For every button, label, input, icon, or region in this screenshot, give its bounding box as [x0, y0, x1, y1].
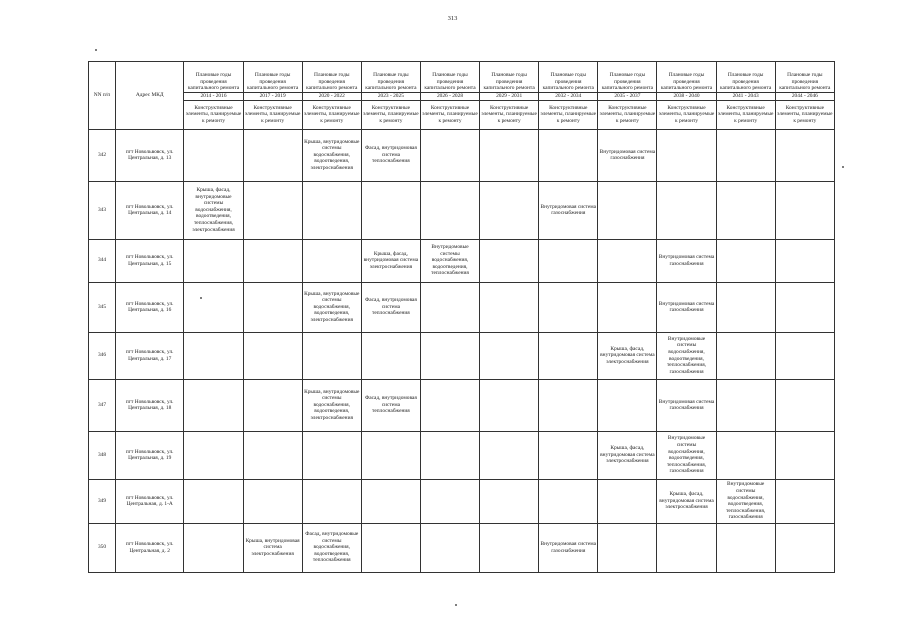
row-address: пгт Новольвовск, ул. Центральная, д. 1-А [115, 479, 183, 523]
table-row [89, 129, 835, 181]
row-address: пгт Новольвовск, ул. Центральная, д. 19 [115, 431, 183, 479]
repair-cell [716, 282, 775, 332]
repair-cell [184, 332, 243, 379]
table-row [89, 379, 835, 431]
repair-cell [420, 431, 479, 479]
row-number: 349 [89, 479, 116, 523]
period-range: 2041 - 2043 [716, 93, 775, 101]
repair-cell: Внутридомовая система газоснабжения [657, 282, 716, 332]
repair-cell [539, 282, 598, 332]
repair-cell [480, 282, 539, 332]
page-number: 313 [447, 15, 458, 22]
period-range: 2014 - 2016 [184, 93, 243, 101]
row-number: 342 [89, 129, 116, 181]
repair-cell [361, 523, 420, 572]
repair-cell [243, 129, 302, 181]
elements-header: Конструктивные элементы, планируемые к ремонту [775, 100, 834, 129]
scan-speck [842, 166, 844, 168]
repair-cell [480, 523, 539, 572]
repair-cell [480, 479, 539, 523]
repair-cell: Крыша, фасад, внутридомовая система электроснабжения [598, 332, 657, 379]
repair-cell: Крыша, фасад, внутридомовая система электроснабжения [657, 479, 716, 523]
repair-cell [539, 431, 598, 479]
row-number: 344 [89, 239, 116, 282]
repair-cell [420, 129, 479, 181]
row-address: пгт Новольвовск, ул. Центральная, д. 17 [115, 332, 183, 379]
repair-cell [480, 129, 539, 181]
years-header: Плановые годы проведения капитального ремонта [480, 62, 539, 93]
repair-cell: Фасад, внутридомовые системы водоснабжения, водоотведения, теплоснабжения [302, 523, 361, 572]
years-header: Плановые годы проведения капитального ремонта [775, 62, 834, 93]
years-header: Плановые годы проведения капитального ремонта [598, 62, 657, 93]
repair-cell [243, 431, 302, 479]
period-range: 2020 - 2022 [302, 93, 361, 101]
repair-cell: Крыша, внутридомовые системы водоснабжения, водоотведения, электроснабжения [302, 379, 361, 431]
repair-cell [716, 431, 775, 479]
scan-speck [95, 49, 97, 51]
table-row [89, 479, 835, 523]
repair-cell: Внутридомовые системы водоснабжения, водоотведения, теплоснабжения, газоснабжения [657, 332, 716, 379]
table-row [89, 332, 835, 379]
repair-cell: Фасад, внутридомовая система теплоснабжения [361, 282, 420, 332]
repair-cell [302, 431, 361, 479]
repair-cell: Крыша, внутридомовая система электроснабжения [243, 523, 302, 572]
repair-cell [420, 523, 479, 572]
period-range: 2017 - 2019 [243, 93, 302, 101]
row-address: пгт Новольвовск, ул. Центральная, д. 13 [115, 129, 183, 181]
repair-cell [361, 181, 420, 239]
row-number: 345 [89, 282, 116, 332]
years-header: Плановые годы проведения капитального ремонта [716, 62, 775, 93]
repair-cell: Фасад, внутридомовая система теплоснабжения [361, 379, 420, 431]
row-address: пгт Новольвовск, ул. Центральная, д. 2 [115, 523, 183, 572]
repair-cell [775, 379, 834, 431]
repair-cell [243, 239, 302, 282]
repair-cell [716, 379, 775, 431]
table-row [89, 282, 835, 332]
repair-cell: Крыша, внутридомовые системы водоснабжения, водоотведения, электроснабжения [302, 129, 361, 181]
repair-cell [716, 239, 775, 282]
repair-cell [775, 479, 834, 523]
repair-cell [716, 129, 775, 181]
repair-cell [480, 181, 539, 239]
repair-cell [480, 239, 539, 282]
repair-cell: Крыша, внутридомовые системы водоснабжения, водоотведения, электроснабжения [302, 282, 361, 332]
repair-cell [302, 332, 361, 379]
repair-cell [420, 379, 479, 431]
table-row [89, 239, 835, 282]
elements-header: Конструктивные элементы, планируемые к ремонту [539, 100, 598, 129]
repair-cell [775, 523, 834, 572]
repair-cell: Внутридомовые системы водоснабжения, водоотведения, теплоснабжения [420, 239, 479, 282]
repair-cell: Внутридомовая система газоснабжения [539, 181, 598, 239]
period-range: 2023 - 2025 [361, 93, 420, 101]
repair-cell [480, 379, 539, 431]
years-header: Плановые годы проведения капитального ремонта [420, 62, 479, 93]
repair-cell [243, 282, 302, 332]
years-header: Плановые годы проведения капитального ремонта [302, 62, 361, 93]
repair-cell [539, 239, 598, 282]
years-header: Плановые годы проведения капитального ремонта [184, 62, 243, 93]
period-range: 2026 - 2028 [420, 93, 479, 101]
elements-header: Конструктивные элементы, планируемые к ремонту [361, 100, 420, 129]
repair-cell [480, 431, 539, 479]
repair-cell [775, 332, 834, 379]
period-range: 2032 - 2034 [539, 93, 598, 101]
repair-cell: Внутридомовая система газоснабжения [598, 129, 657, 181]
years-header: Плановые годы проведения капитального ремонта [361, 62, 420, 93]
repair-cell [657, 181, 716, 239]
period-range: 2029 - 2031 [480, 93, 539, 101]
repair-cell: Внутридомовые системы водоснабжения, водоотведения, теплоснабжения, газоснабжения [657, 431, 716, 479]
repair-cell [775, 181, 834, 239]
repair-cell [539, 332, 598, 379]
years-header: Плановые годы проведения капитального ремонта [657, 62, 716, 93]
table-row [89, 523, 835, 572]
repair-cell [716, 332, 775, 379]
elements-header: Конструктивные элементы, планируемые к ремонту [243, 100, 302, 129]
row-number: 343 [89, 181, 116, 239]
repair-cell [302, 479, 361, 523]
elements-header: Конструктивные элементы, планируемые к ремонту [184, 100, 243, 129]
repair-cell [302, 181, 361, 239]
repair-cell [184, 282, 243, 332]
repair-cell: Внутридомовые системы водоснабжения, водоотведения, теплоснабжения, газоснабжения [716, 479, 775, 523]
repair-cell [775, 239, 834, 282]
repair-cell [184, 431, 243, 479]
repair-cell [243, 332, 302, 379]
row-number: 348 [89, 431, 116, 479]
repair-cell [598, 379, 657, 431]
repair-cell [657, 129, 716, 181]
repair-cell [598, 282, 657, 332]
row-address: пгт Новольвовск, ул. Центральная, д. 15 [115, 239, 183, 282]
table-row [89, 181, 835, 239]
repair-cell: Внутридомовая система газоснабжения [539, 523, 598, 572]
address-header: Адрес МКД [115, 62, 183, 130]
repair-cell [420, 181, 479, 239]
repair-cell [598, 239, 657, 282]
repair-cell [539, 479, 598, 523]
repair-cell [184, 379, 243, 431]
repair-cell [775, 431, 834, 479]
row-address: пгт Новольвовск, ул. Центральная, д. 14 [115, 181, 183, 239]
scan-speck [455, 604, 457, 606]
repair-cell [598, 479, 657, 523]
years-header: Плановые годы проведения капитального ремонта [243, 62, 302, 93]
repair-cell [184, 523, 243, 572]
period-range: 2035 - 2037 [598, 93, 657, 101]
repair-cell [243, 479, 302, 523]
row-number: 347 [89, 379, 116, 431]
table-header [89, 62, 835, 130]
repair-cell [420, 479, 479, 523]
repair-cell [184, 129, 243, 181]
row-address: пгт Новольвовск, ул. Центральная, д. 18 [115, 379, 183, 431]
elements-header: Конструктивные элементы, планируемые к ремонту [657, 100, 716, 129]
elements-header: Конструктивные элементы, планируемые к ремонту [420, 100, 479, 129]
repair-cell [716, 523, 775, 572]
repair-cell: Крыша, фасад, внутридомовая система электроснабжения [598, 431, 657, 479]
scan-speck [200, 297, 202, 299]
row-address: пгт Новольвовск, ул. Центральная, д. 16 [115, 282, 183, 332]
repair-cell [361, 431, 420, 479]
repair-cell [775, 129, 834, 181]
repair-cell [657, 523, 716, 572]
repair-cell [598, 181, 657, 239]
elements-header: Конструктивные элементы, планируемые к ремонту [716, 100, 775, 129]
repair-cell: Фасад, внутридомовая система теплоснабжения [361, 129, 420, 181]
repair-cell [420, 282, 479, 332]
repair-cell [480, 332, 539, 379]
repair-cell [361, 479, 420, 523]
repair-cell: Внутридомовая система газоснабжения [657, 379, 716, 431]
table-row [89, 431, 835, 479]
repair-cell [420, 332, 479, 379]
repair-cell: Крыша, фасад, внутридомовая система электроснабжения [361, 239, 420, 282]
period-range: 2038 - 2040 [657, 93, 716, 101]
repair-cell: Внутридомовая система газоснабжения [657, 239, 716, 282]
repair-cell [361, 332, 420, 379]
repair-schedule-table [88, 61, 835, 573]
repair-cell [243, 181, 302, 239]
table-body [89, 129, 835, 572]
repair-cell [243, 379, 302, 431]
repair-cell [184, 479, 243, 523]
repair-cell [302, 239, 361, 282]
period-range: 2044 - 2046 [775, 93, 834, 101]
years-header: Плановые годы проведения капитального ремонта [539, 62, 598, 93]
repair-cell [184, 239, 243, 282]
elements-header: Конструктивные элементы, планируемые к ремонту [302, 100, 361, 129]
nn-header: NN п/п [89, 62, 116, 130]
repair-cell [598, 523, 657, 572]
elements-header: Конструктивные элементы, планируемые к ремонту [598, 100, 657, 129]
repair-cell [539, 129, 598, 181]
row-number: 350 [89, 523, 116, 572]
repair-cell [539, 379, 598, 431]
row-number: 346 [89, 332, 116, 379]
repair-cell [775, 282, 834, 332]
repair-cell [716, 181, 775, 239]
elements-header: Конструктивные элементы, планируемые к ремонту [480, 100, 539, 129]
repair-cell: Крыша, фасад, внутридомовые системы водоснабжения, водоотведения, теплоснабжения, электроснабжения [184, 181, 243, 239]
